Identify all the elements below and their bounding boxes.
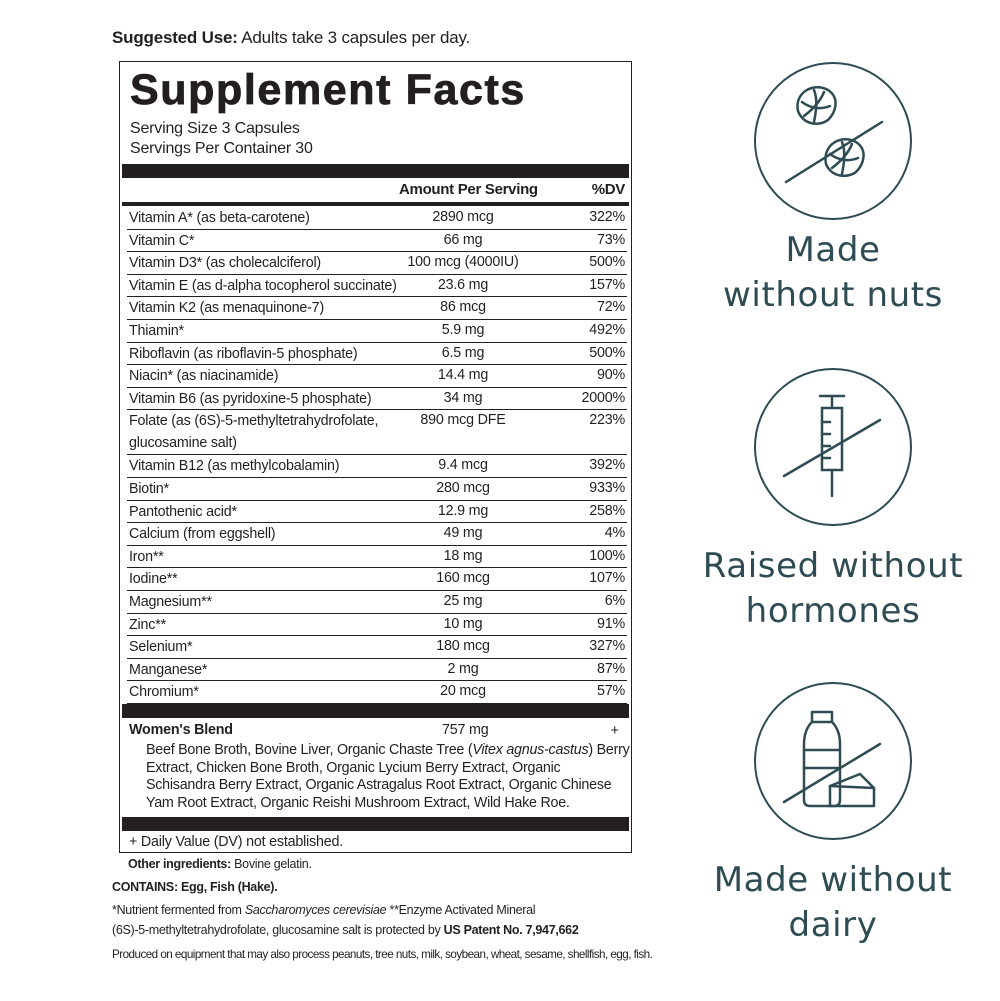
nutrient-dv: 57% bbox=[596, 683, 625, 700]
badge-label-line: Raised without bbox=[702, 546, 964, 586]
nutrient-amount: 66 mg bbox=[443, 231, 483, 248]
nutrient-name: Folate (as (6S)-5-methyltetrahydrofolate, glucosamine salt) bbox=[129, 413, 379, 452]
servings-per-container: Servings Per Container 30 bbox=[130, 140, 313, 157]
nutrient-name: Calcium (from eggshell) bbox=[129, 526, 276, 543]
nutrient-amount: 180 mcg bbox=[436, 638, 490, 655]
nutrient-amount: 890 mcg DFE bbox=[420, 412, 506, 429]
footnote-latin: Saccharomyces cerevisiae bbox=[244, 903, 387, 917]
nutrient-row bbox=[127, 365, 627, 388]
footnote-text: (6S)-5-methyltetrahydrofolate, glucosamine salt is protected by bbox=[112, 923, 444, 937]
badge-label-line: dairy bbox=[788, 905, 878, 945]
badge-label-line: hormones bbox=[745, 591, 921, 631]
nutrient-name: Niacin* (as niacinamide) bbox=[129, 368, 279, 385]
blend-desc-latin: Vitex agnus-castus bbox=[472, 742, 589, 758]
nutrient-name: Magnesium** bbox=[129, 593, 212, 610]
nutrient-dv: 392% bbox=[589, 457, 625, 474]
nutrient-row bbox=[127, 388, 627, 411]
nutrient-name: Pantothenic acid* bbox=[129, 503, 237, 520]
no-dairy-badge bbox=[754, 682, 912, 840]
other-ingredients bbox=[128, 857, 312, 871]
nutrient-dv: 500% bbox=[589, 254, 625, 271]
nutrient-dv: 258% bbox=[589, 502, 625, 519]
nutrient-row bbox=[127, 230, 627, 253]
nutrient-dv: 322% bbox=[589, 209, 625, 225]
nutrient-dv: 492% bbox=[589, 321, 625, 338]
nutrient-dv: 223% bbox=[589, 412, 625, 429]
nutrient-row bbox=[127, 410, 627, 455]
nutrient-amount: 12.9 mg bbox=[437, 502, 489, 519]
nutrient-row bbox=[127, 591, 627, 614]
nutrient-amount: 280 mcg bbox=[436, 479, 490, 496]
footnote-1 bbox=[112, 903, 535, 917]
nutrient-row bbox=[127, 659, 627, 682]
other-ingredients-text: Bovine gelatin. bbox=[230, 857, 312, 871]
nutrient-row bbox=[127, 297, 627, 320]
nutrient-amount: 14.4 mg bbox=[437, 367, 489, 384]
thick-rule bbox=[122, 817, 629, 831]
allergen-warning: Produced on equipment that may also process peanuts, tree nuts, milk, soybean, wheat, sesame, shellfish, egg, fish. bbox=[112, 948, 653, 961]
nutrient-name: Vitamin C* bbox=[129, 232, 195, 249]
suggested-use-label: Suggested Use: bbox=[112, 28, 238, 47]
badge-label-line: Made without bbox=[713, 860, 953, 900]
nutrient-dv: 327% bbox=[589, 638, 625, 655]
nutrient-name: Vitamin B6 (as pyridoxine-5 phosphate) bbox=[129, 390, 372, 407]
nutrient-row bbox=[127, 343, 627, 366]
nutrient-row bbox=[127, 546, 627, 569]
nutrient-name: Iodine** bbox=[129, 571, 178, 588]
footnote-text: *Nutrient fermented from bbox=[112, 903, 245, 917]
nutrient-name: Riboflavin (as riboflavin-5 phosphate) bbox=[129, 345, 358, 362]
nutrient-amount: 18 mg bbox=[443, 547, 483, 564]
thick-rule bbox=[122, 164, 629, 178]
nutrient-row bbox=[127, 455, 627, 478]
no-hormones-badge bbox=[754, 368, 912, 526]
nutrient-dv: 2000% bbox=[581, 389, 625, 406]
nutrient-amount: 2890 mcg bbox=[432, 209, 494, 225]
blend-dv: + bbox=[610, 723, 619, 739]
nutrient-dv: 87% bbox=[596, 660, 625, 677]
nutrient-amount: 160 mcg bbox=[436, 570, 490, 587]
nutrient-row bbox=[127, 523, 627, 546]
nutrient-name: Selenium* bbox=[129, 639, 193, 656]
nutrient-row bbox=[127, 207, 627, 230]
header-dv: %DV bbox=[591, 181, 625, 198]
nutrient-name: Biotin* bbox=[129, 480, 169, 497]
nutrient-amount: 100 mcg (4000IU) bbox=[407, 254, 519, 271]
nutrient-amount: 9.4 mcg bbox=[438, 457, 488, 474]
nutrient-row bbox=[127, 636, 627, 659]
blend-ingredients bbox=[146, 742, 630, 812]
nutrient-name: Vitamin K2 (as menaquinone-7) bbox=[129, 300, 324, 317]
serving-size: Serving Size 3 Capsules bbox=[130, 120, 300, 137]
no-hormones-label bbox=[660, 544, 1000, 634]
patent-number: US Patent No. 7,947,662 bbox=[443, 923, 579, 937]
nutrient-row bbox=[127, 478, 627, 501]
blend-amount: 757 mg bbox=[442, 722, 489, 738]
nutrient-amount: 2 mg bbox=[447, 660, 479, 677]
no-nuts-badge bbox=[754, 62, 912, 220]
nutrient-name: Chromium* bbox=[129, 684, 199, 701]
blend-name: Women's Blend bbox=[129, 722, 233, 738]
nutrient-dv: 90% bbox=[596, 367, 625, 384]
nutrient-name: Thiamin* bbox=[129, 322, 184, 339]
nutrient-amount: 20 mcg bbox=[440, 683, 486, 700]
nutrient-amount: 25 mg bbox=[443, 592, 483, 609]
nutrient-row bbox=[127, 275, 627, 298]
suggested-use bbox=[112, 28, 470, 48]
suggested-use-text: Adults take 3 capsules per day. bbox=[237, 28, 471, 47]
panel-title: Supplement Facts bbox=[130, 66, 526, 114]
nutrient-name: Vitamin A* (as beta-carotene) bbox=[129, 210, 310, 226]
nutrient-name: Manganese* bbox=[129, 661, 208, 678]
nutrient-amount: 5.9 mg bbox=[441, 321, 485, 338]
nutrient-name: Vitamin D3* (as cholecalciferol) bbox=[129, 255, 321, 272]
nutrient-row bbox=[127, 681, 627, 704]
nutrient-dv: 4% bbox=[604, 525, 625, 542]
nutrient-row bbox=[127, 501, 627, 524]
header-rule bbox=[122, 202, 629, 206]
nutrient-dv: 72% bbox=[596, 299, 625, 316]
nutrient-dv: 100% bbox=[589, 547, 625, 564]
thick-rule bbox=[122, 704, 629, 718]
blend-desc-text: ) Berry Extract, Chicken Bone Broth, Organic Lycium Berry Extract, Organic Schisandra Berry Extract, Organic Astragalus Root Extract, Organic Chinese Yam Root Extract, Organic Reishi Mushroom Extract, Wild Hake Roe. bbox=[146, 742, 630, 811]
no-nuts-label bbox=[660, 228, 1000, 318]
nutrient-row bbox=[127, 252, 627, 275]
badge-label-line: without nuts bbox=[723, 275, 943, 315]
nutrient-amount: 10 mg bbox=[443, 615, 483, 632]
nutrient-row bbox=[127, 614, 627, 637]
nutrient-amount: 6.5 mg bbox=[441, 344, 485, 361]
no-hormones-icon bbox=[756, 370, 909, 523]
nutrient-dv: 157% bbox=[589, 276, 625, 293]
nutrient-row bbox=[127, 320, 627, 343]
other-ingredients-label: Other ingredients: bbox=[128, 857, 231, 871]
nutrient-name: Iron** bbox=[129, 548, 164, 565]
supplement-facts-panel bbox=[119, 61, 632, 853]
nutrient-name: Vitamin B12 (as methylcobalamin) bbox=[129, 458, 340, 475]
no-dairy-label bbox=[660, 858, 1000, 948]
no-dairy-icon bbox=[756, 684, 909, 837]
nutrient-dv: 6% bbox=[604, 592, 625, 609]
badge-label-line: Made bbox=[785, 230, 881, 270]
dv-note: + Daily Value (DV) not established. bbox=[129, 834, 344, 850]
nutrient-name: Vitamin E (as d-alpha tocopherol succinate) bbox=[129, 277, 397, 294]
nutrient-dv: 73% bbox=[596, 231, 625, 248]
no-nuts-icon bbox=[756, 64, 909, 217]
nutrient-dv: 500% bbox=[589, 344, 625, 361]
nutrient-amount: 86 mcg bbox=[440, 299, 486, 316]
footnote-2 bbox=[112, 923, 579, 937]
nutrient-amount: 34 mg bbox=[443, 389, 483, 406]
blend-desc-text: Beef Bone Broth, Bovine Liver, Organic Chaste Tree ( bbox=[146, 742, 473, 758]
nutrient-dv: 91% bbox=[596, 615, 625, 632]
header-amount: Amount Per Serving bbox=[399, 181, 538, 198]
footnote-text: **Enzyme Activated Mineral bbox=[386, 903, 536, 917]
nutrient-dv: 107% bbox=[589, 570, 625, 587]
nutrient-amount: 49 mg bbox=[443, 525, 483, 542]
nutrient-row bbox=[127, 568, 627, 591]
nutrient-dv: 933% bbox=[589, 479, 625, 496]
nutrient-rows bbox=[127, 207, 627, 704]
allergen-contains: CONTAINS: Egg, Fish (Hake). bbox=[112, 880, 278, 894]
nutrient-amount: 23.6 mg bbox=[437, 276, 489, 293]
nutrient-name: Zinc** bbox=[129, 616, 166, 633]
